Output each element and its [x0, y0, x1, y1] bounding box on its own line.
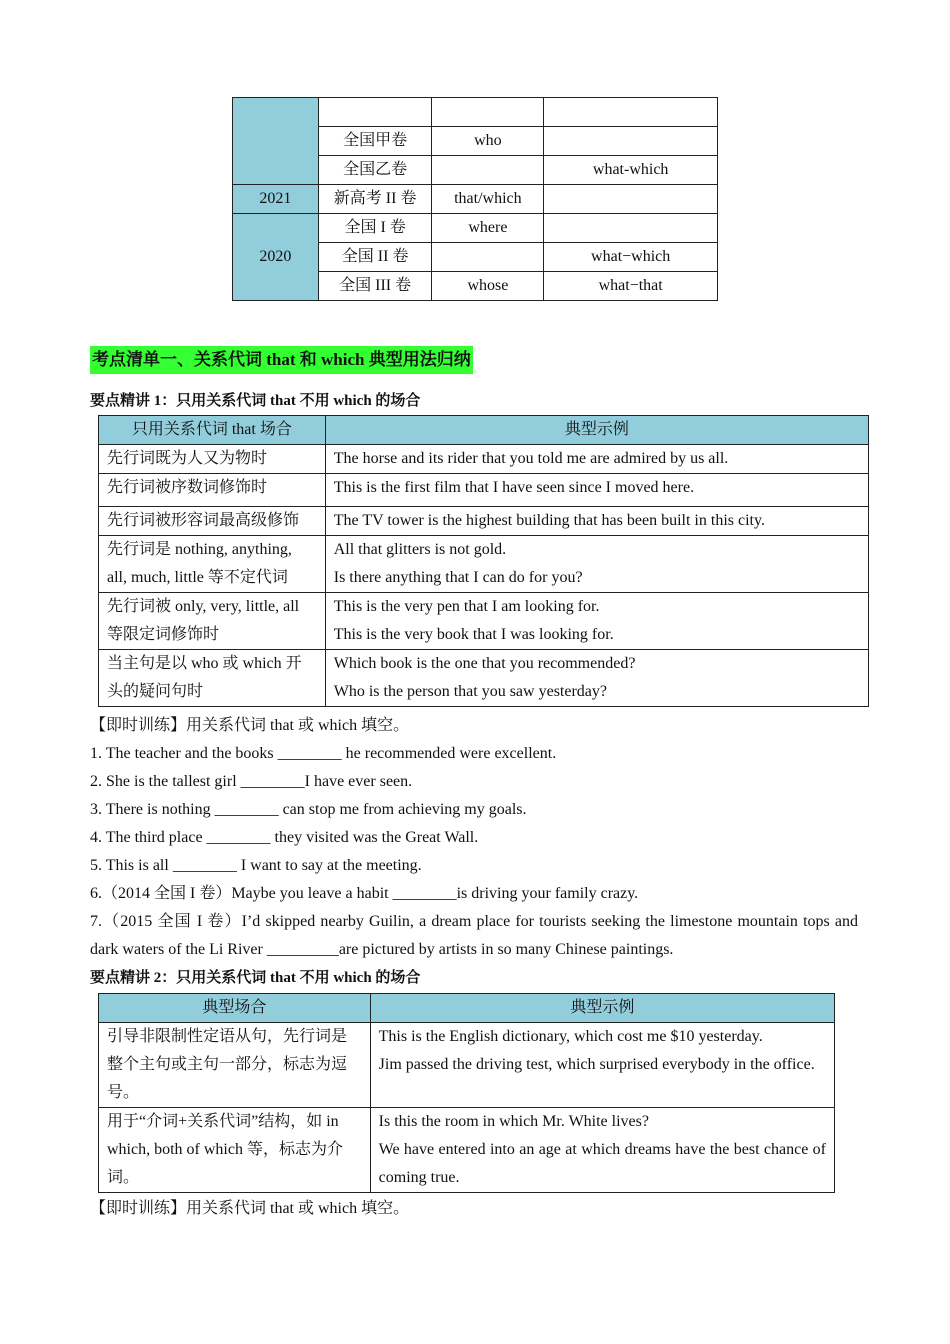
case-line: 等限定词修饰时 — [107, 626, 220, 643]
table-row — [233, 185, 718, 214]
exam-summary-table — [232, 97, 718, 301]
case-cell: 用于“介词+关系代词”结构，如 in which, both of which 等，标志为介词。 — [99, 1108, 371, 1193]
example-cell — [325, 536, 868, 593]
example-line: Which book is the one that you recommended? — [333, 655, 636, 672]
answer-cell: whose — [432, 272, 544, 301]
answer-cell: that/which — [432, 185, 544, 214]
answer-cell — [544, 214, 718, 243]
practice1-title: 【即时训练】用关系代词 that 或 which 填空。 — [90, 717, 410, 734]
paper-cell: 全国 I 卷 — [318, 214, 432, 243]
example-line: Jim passed the driving test, which surprised everybody in the office. — [378, 1056, 815, 1073]
example-cell: The TV tower is the highest building that has been built in this city. — [325, 507, 868, 536]
section-heading: 考点清单一、关系代词 that 和 which 典型用法归纳 — [90, 346, 473, 374]
case-cell — [99, 650, 326, 707]
year-cell: 2021 — [233, 185, 319, 214]
paper-cell: 全国乙卷 — [318, 156, 432, 185]
case-cell: 先行词被形容词最高级修饰 — [99, 507, 326, 536]
table-row — [99, 593, 869, 650]
answer-cell: what−that — [544, 272, 718, 301]
case-cell — [99, 536, 326, 593]
answer-cell — [432, 156, 544, 185]
table-row — [99, 536, 869, 593]
practice-item: 5. This is all ________ I want to say at the meeting. — [90, 857, 422, 874]
answer-cell — [432, 98, 544, 127]
case-cell: 先行词被序数词修饰时 — [99, 474, 326, 507]
table-row — [233, 98, 718, 127]
practice2-title: 【即时训练】用关系代词 that 或 which 填空。 — [90, 1200, 410, 1217]
case-line: 当主句是以 who 或 which 开 — [107, 655, 302, 672]
case-cell: 先行词既为人又为物时 — [99, 445, 326, 474]
table-row — [99, 1023, 835, 1108]
example-cell: The horse and its rider that you told me are admired by us all. — [325, 445, 868, 474]
point1-title: 要点精讲 1：只用关系代词 that 不用 which 的场合 — [90, 393, 421, 409]
example-line: Is there anything that I can do for you? — [333, 569, 583, 586]
column-header: 典型场合 — [99, 994, 371, 1023]
year-cell — [233, 98, 319, 185]
case-line: all, much, little 等不定代词 — [107, 569, 288, 586]
practice-item: 3. There is nothing ________ can stop me from achieving my goals. — [90, 801, 527, 818]
answer-cell: who — [432, 127, 544, 156]
example-line: This is the very book that I was looking for. — [333, 626, 614, 643]
column-header: 只用关系代词 that 场合 — [99, 416, 326, 445]
practice-item: 4. The third place ________ they visited was the Great Wall. — [90, 829, 479, 846]
example-line: This is the English dictionary, which cost me $10 yesterday. — [378, 1028, 763, 1045]
example-line: Is this the room in which Mr. White lives? — [378, 1113, 649, 1130]
paper-cell: 全国 III 卷 — [318, 272, 432, 301]
column-header: 典型示例 — [370, 994, 834, 1023]
table-row — [99, 1108, 835, 1193]
example-cell — [325, 650, 868, 707]
case-line: 先行词是 nothing, anything, — [107, 541, 292, 558]
table-row — [99, 445, 869, 474]
table-row — [99, 474, 869, 507]
point2-table — [98, 993, 835, 1193]
case-cell — [99, 593, 326, 650]
example-line: We have entered into an age at which dreams have the best chance of coming true. — [378, 1141, 826, 1186]
example-cell: This is the first film that I have seen since I moved here. — [325, 474, 868, 507]
point2-title: 要点精讲 2：只用关系代词 that 不用 which 的场合 — [90, 970, 421, 986]
paper-cell — [318, 98, 432, 127]
example-cell — [370, 1108, 834, 1193]
paper-cell: 全国甲卷 — [318, 127, 432, 156]
case-line: 头的疑问句时 — [107, 683, 204, 700]
year-cell: 2020 — [233, 214, 319, 301]
answer-cell — [432, 243, 544, 272]
table-header-row — [99, 994, 835, 1023]
answer-cell — [544, 98, 718, 127]
table-header-row — [99, 416, 869, 445]
practice-item: 1. The teacher and the books ________ he recommended were excellent. — [90, 745, 557, 762]
paper-cell: 新高考 II 卷 — [318, 185, 432, 214]
column-header: 典型示例 — [325, 416, 868, 445]
table-row — [233, 214, 718, 243]
answer-cell: what−which — [544, 243, 718, 272]
answer-cell — [544, 185, 718, 214]
example-cell — [325, 593, 868, 650]
case-cell: 引导非限制性定语从句，先行词是整个主句或主句一部分，标志为逗号。 — [99, 1023, 371, 1108]
table-row — [99, 650, 869, 707]
practice-item: 7.（2015 全国 I 卷）I’d skipped nearby Guilin, a dream place for tourists seeking the limestone mountain tops and dark waters of the Li River _________are pictured by artists in so many Chinese paintings. — [90, 913, 858, 958]
example-line: This is the very pen that I am looking for. — [333, 598, 600, 615]
answer-cell: what-which — [544, 156, 718, 185]
paper-cell: 全国 II 卷 — [318, 243, 432, 272]
example-line: All that glitters is not gold. — [333, 541, 507, 558]
point1-table — [98, 415, 869, 707]
answer-cell: where — [432, 214, 544, 243]
example-cell — [370, 1023, 834, 1108]
table-row — [99, 507, 869, 536]
practice-item: 2. She is the tallest girl ________I have ever seen. — [90, 773, 413, 790]
answer-cell — [544, 127, 718, 156]
example-line: Who is the person that you saw yesterday? — [333, 683, 607, 700]
case-line: 先行词被 only, very, little, all — [107, 598, 300, 615]
practice-item: 6.（2014 全国 I 卷）Maybe you leave a habit ________is driving your family crazy. — [90, 885, 639, 902]
